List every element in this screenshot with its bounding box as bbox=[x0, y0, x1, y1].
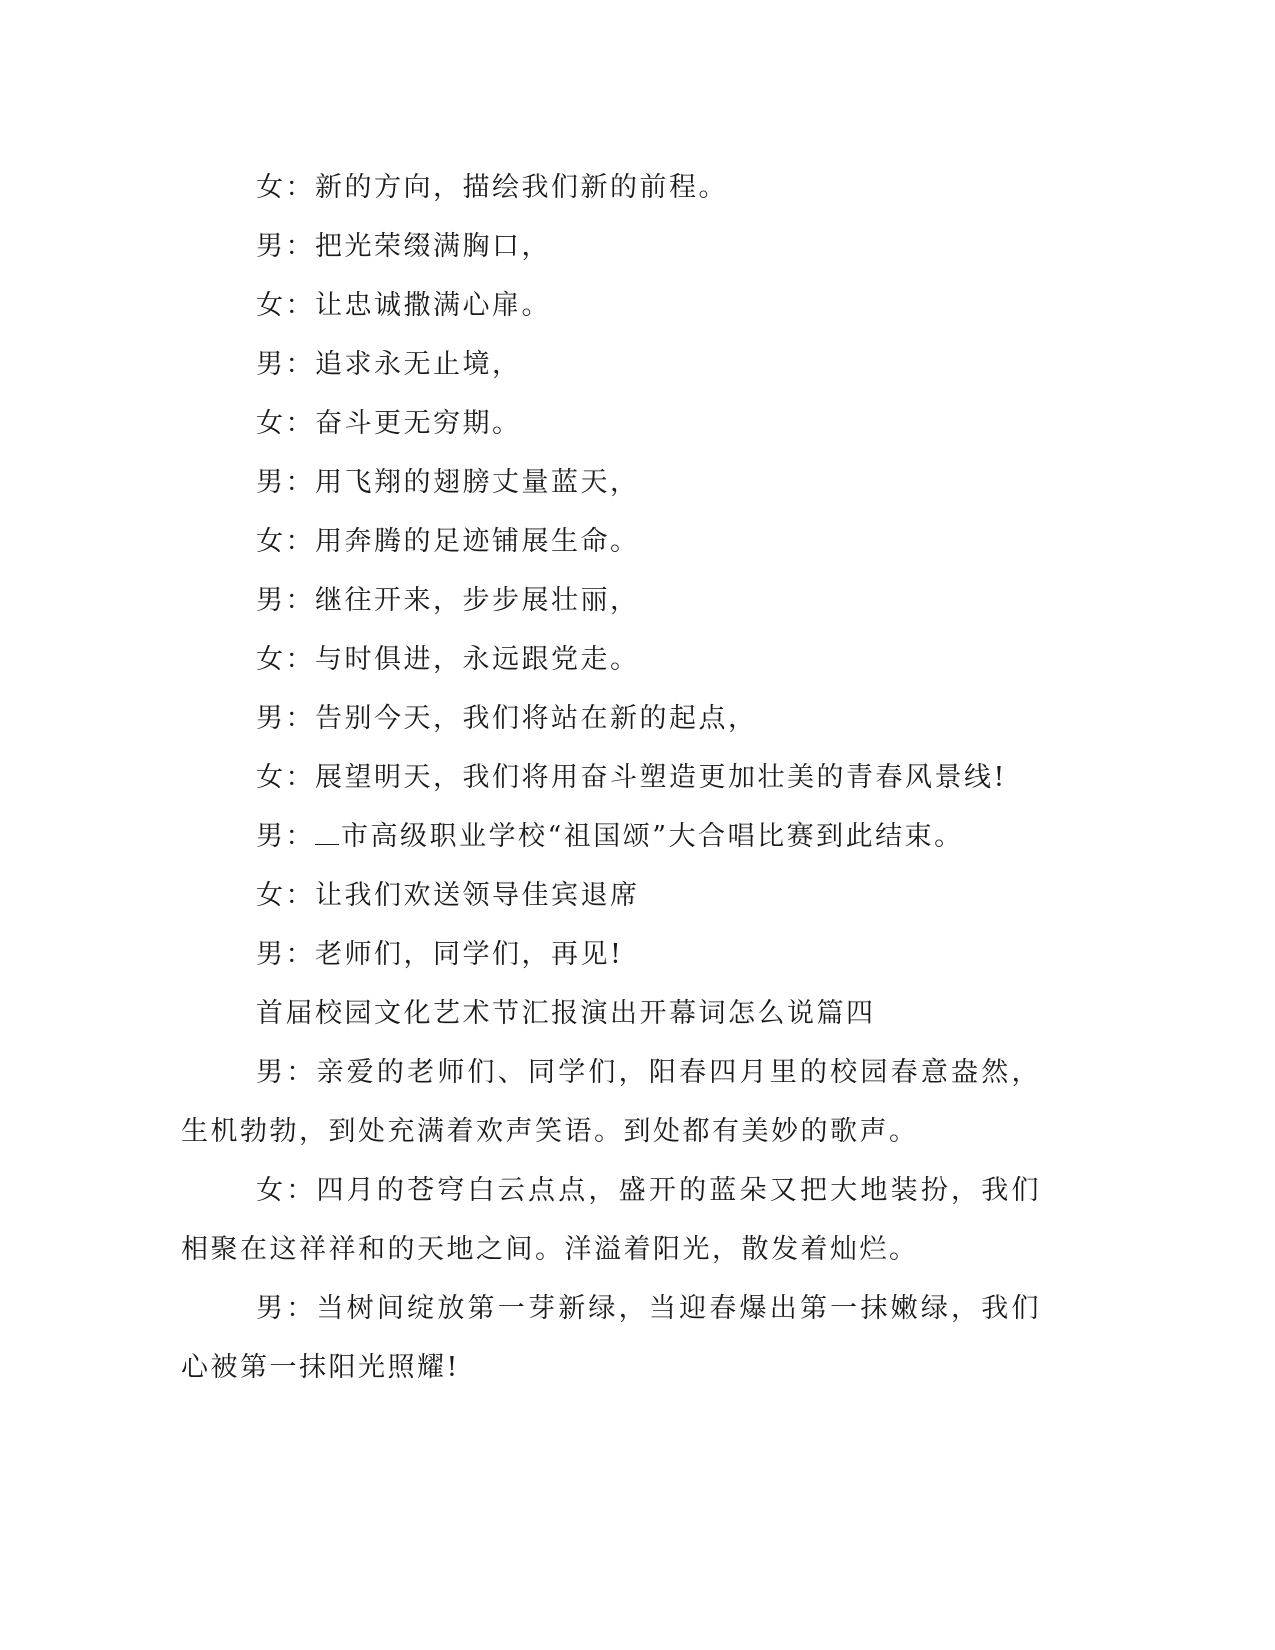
dialogue-line: 男：追求永无止境， bbox=[256, 349, 522, 380]
section-title: 首届校园文化艺术节汇报演出开幕词怎么说篇四 bbox=[256, 998, 876, 1029]
dialogue-line: 女：展望明天，我们将用奋斗塑造更加壮美的青春风景线! bbox=[256, 762, 1007, 793]
dialogue-line: 女：让我们欢送领导佳宾退席 bbox=[256, 880, 640, 911]
dialogue-line: 男：用飞翔的翅膀丈量蓝天， bbox=[256, 467, 640, 498]
dialogue-line: 女：与时俱进，永远跟党走。 bbox=[256, 644, 640, 675]
fill-in-blank bbox=[315, 822, 339, 845]
speaker-label: 男： bbox=[256, 821, 315, 852]
dialogue-line: 女：让忠诚撒满心扉。 bbox=[256, 290, 551, 321]
paragraph: 男：亲爱的老师们、同学们，阳春四月里的校园春意盎然，生机勃勃，到处充满着欢声笑语。到处都有美妙的歌声。 bbox=[181, 1057, 1041, 1147]
dialogue-line: 女：奋斗更无穷期。 bbox=[256, 408, 522, 439]
dialogue-line: 男：告别今天，我们将站在新的起点， bbox=[256, 703, 758, 734]
dialogue-line: 男：继往开来，步步展壮丽， bbox=[256, 585, 640, 616]
dialogue-line: 女：新的方向，描绘我们新的前程。 bbox=[256, 172, 728, 203]
closing-line bbox=[181, 807, 1041, 866]
paragraph: 男：当树间绽放第一芽新绿，当迎春爆出第一抹嫩绿，我们心被第一抹阳光照耀! bbox=[181, 1293, 1041, 1383]
document-body bbox=[181, 158, 1041, 1397]
dialogue-line: 男：老师们，同学们，再见! bbox=[256, 939, 624, 970]
dialogue-line: 女：用奔腾的足迹铺展生命。 bbox=[256, 526, 640, 557]
closing-text: 市高级职业学校“祖国颂”大合唱比赛到此结束。 bbox=[341, 821, 964, 852]
paragraph: 女：四月的苍穹白云点点，盛开的蓝朵又把大地装扮，我们相聚在这祥祥和的天地之间。洋溢着阳光，散发着灿烂。 bbox=[181, 1175, 1041, 1265]
dialogue-line: 男：把光荣缀满胸口， bbox=[256, 231, 551, 262]
